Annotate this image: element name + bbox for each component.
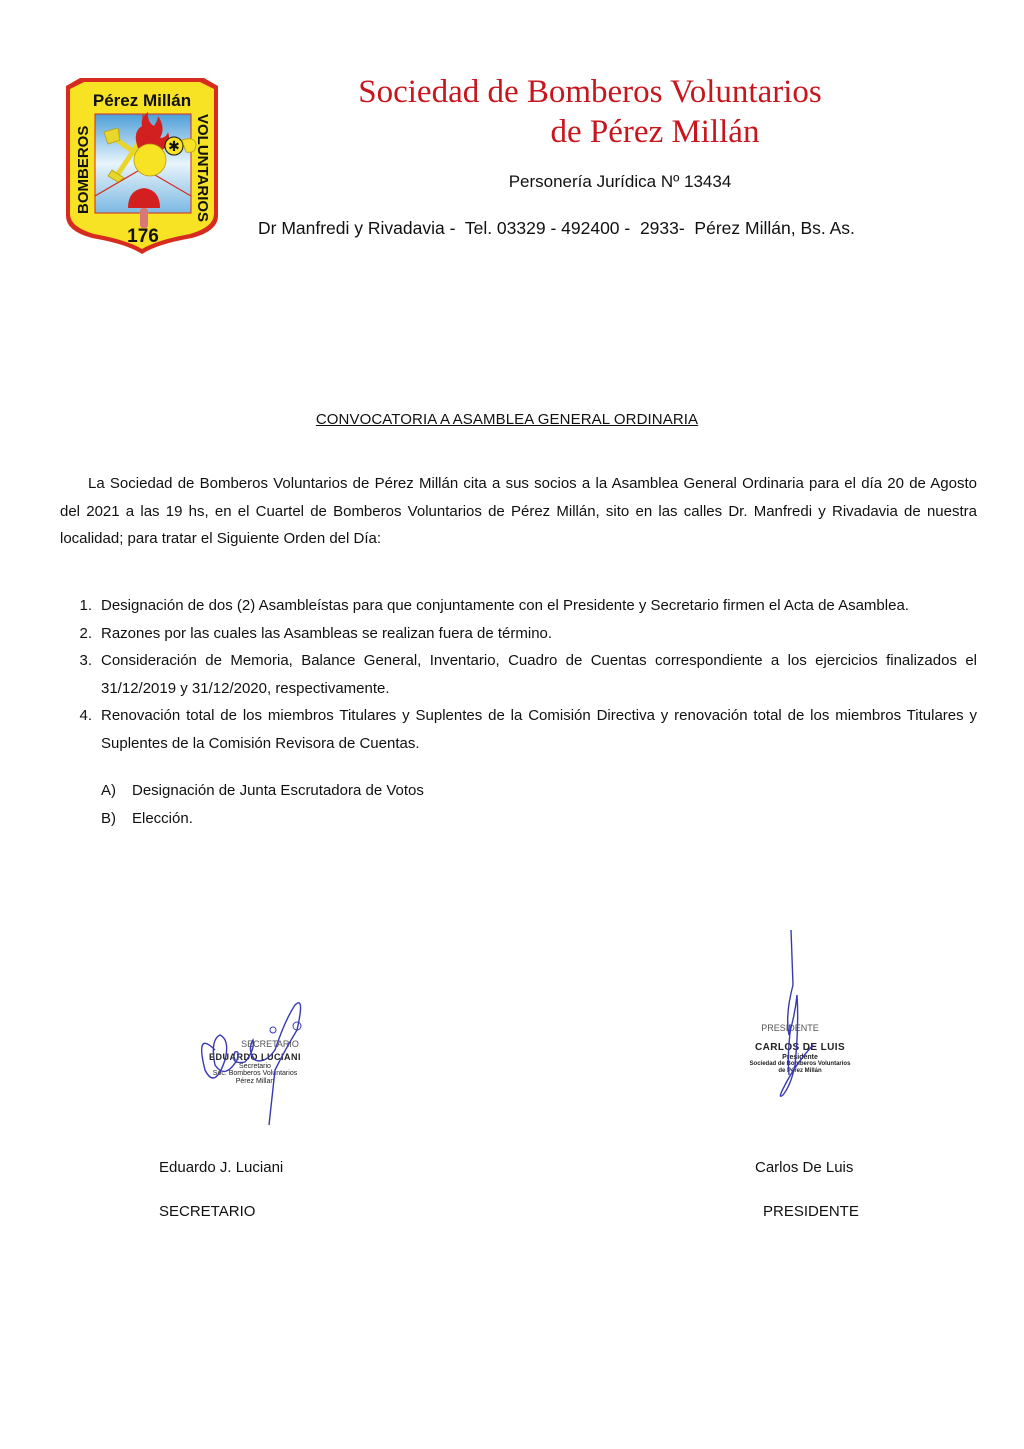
president-signature-icon [755, 925, 835, 1105]
agenda-item-text: Designación de dos (2) Asambleístas para que conjuntamente con el Presidente y Secretario firmen el Acta de Asamblea. [101, 597, 909, 614]
secretary-stamp-role-upper: SECRETARIO [241, 1039, 299, 1049]
president-stamp-town: de Pérez Millán [778, 1067, 822, 1074]
president-name: Carlos De Luis [755, 1159, 854, 1176]
agenda-item [60, 702, 977, 757]
agenda-sub-item-text: Elección. [132, 809, 193, 827]
legal-registration: Personería Jurídica Nº 13434 [508, 172, 732, 191]
agenda-item [60, 647, 977, 702]
secretary-stamp-org: Soc. Bomberos Voluntarios [212, 1070, 298, 1078]
agenda-item-number: 2. [79, 624, 92, 642]
firefighter-shield-emblem-icon [62, 66, 222, 256]
secretary-name: Eduardo J. Luciani [159, 1159, 284, 1176]
president-stamp-name: CARLOS DE LUIS [754, 1042, 846, 1054]
secretary-stamp-town: Pérez Millan [235, 1077, 275, 1085]
agenda-item [60, 592, 977, 620]
agenda-item-text: Renovación total de los miembros Titulares y Suplentes de la Comisión Directiva y renovación total de los miembros Titulares y Suplentes de la Comisión Revisora de Cuentas. [101, 707, 977, 752]
svg-text:176: 176 [127, 226, 159, 247]
agenda-item-text: Consideración de Memoria, Balance General, Inventario, Cuadro de Cuentas correspondiente a los ejercicios finalizados el 31/12/2019 y 31/12/2020, respectivamente. [101, 652, 977, 697]
agenda-item-text: Razones por las cuales las Asambleas se realizan fuera de término. [101, 624, 553, 642]
secretary-title: SECRETARIO [159, 1203, 256, 1220]
agenda-sub-item-text: Designación de Junta Escrutadora de Votos [132, 782, 424, 799]
svg-text:✱: ✱ [168, 139, 180, 155]
agenda-sub-item [60, 777, 977, 805]
president-stamp-org: Sociedad de Bomberos Voluntarios [749, 1061, 851, 1068]
svg-text:Pérez Millán: Pérez Millán [92, 91, 192, 110]
organization-title-line1: Sociedad de Bomberos Voluntarios [358, 74, 822, 110]
document-heading: CONVOCATORIA A ASAMBLEA GENERAL ORDINARIA [315, 411, 699, 428]
president-stamp-role: Presidente [782, 1053, 818, 1061]
svg-text:VOLUNTARIOS: VOLUNTARIOS [194, 114, 211, 223]
organization-title-line2: de Pérez Millán [550, 114, 760, 150]
intro-text: La Sociedad de Bomberos Voluntarios de Pérez Millán cita a sus socios a la Asamblea General Ordinaria para el día 20 de Agosto del 2021 a las 19 hs, en el Cuartel de Bomberos Voluntarios de Pérez Millán, sito en las calles Dr. Manfredi y Rivadavia de nuestra localidad; para tratar el Siguiente Orden del Día: [60, 475, 977, 547]
agenda-sub-item-letter: A) [101, 782, 116, 799]
president-title: PRESIDENTE [763, 1203, 859, 1220]
secretary-signature-icon [185, 990, 315, 1130]
organization-title [250, 72, 930, 152]
address-contact-line: Dr Manfredi y Rivadavia - Tel. 03329 - 492400 - 2933- Pérez Millán, Bs. As. [258, 218, 855, 238]
agenda-sub-list [60, 777, 977, 832]
secretary-stamp-role: Secretario [239, 1062, 271, 1070]
secretary-stamp-name: EDUARDO LUCIANI [209, 1052, 301, 1063]
agenda-item [60, 620, 977, 648]
agenda-sub-item [60, 805, 977, 833]
agenda-item-number: 3. [79, 652, 92, 669]
agenda-sub-item-letter: B) [101, 809, 116, 827]
agenda-list [60, 592, 977, 757]
intro-paragraph [60, 470, 977, 553]
president-stamp-role-upper: PRESIDENTE [761, 1023, 819, 1033]
svg-text:BOMBEROS: BOMBEROS [75, 125, 92, 214]
agenda-item-number: 4. [79, 707, 92, 724]
agenda-item-number: 1. [79, 597, 92, 614]
